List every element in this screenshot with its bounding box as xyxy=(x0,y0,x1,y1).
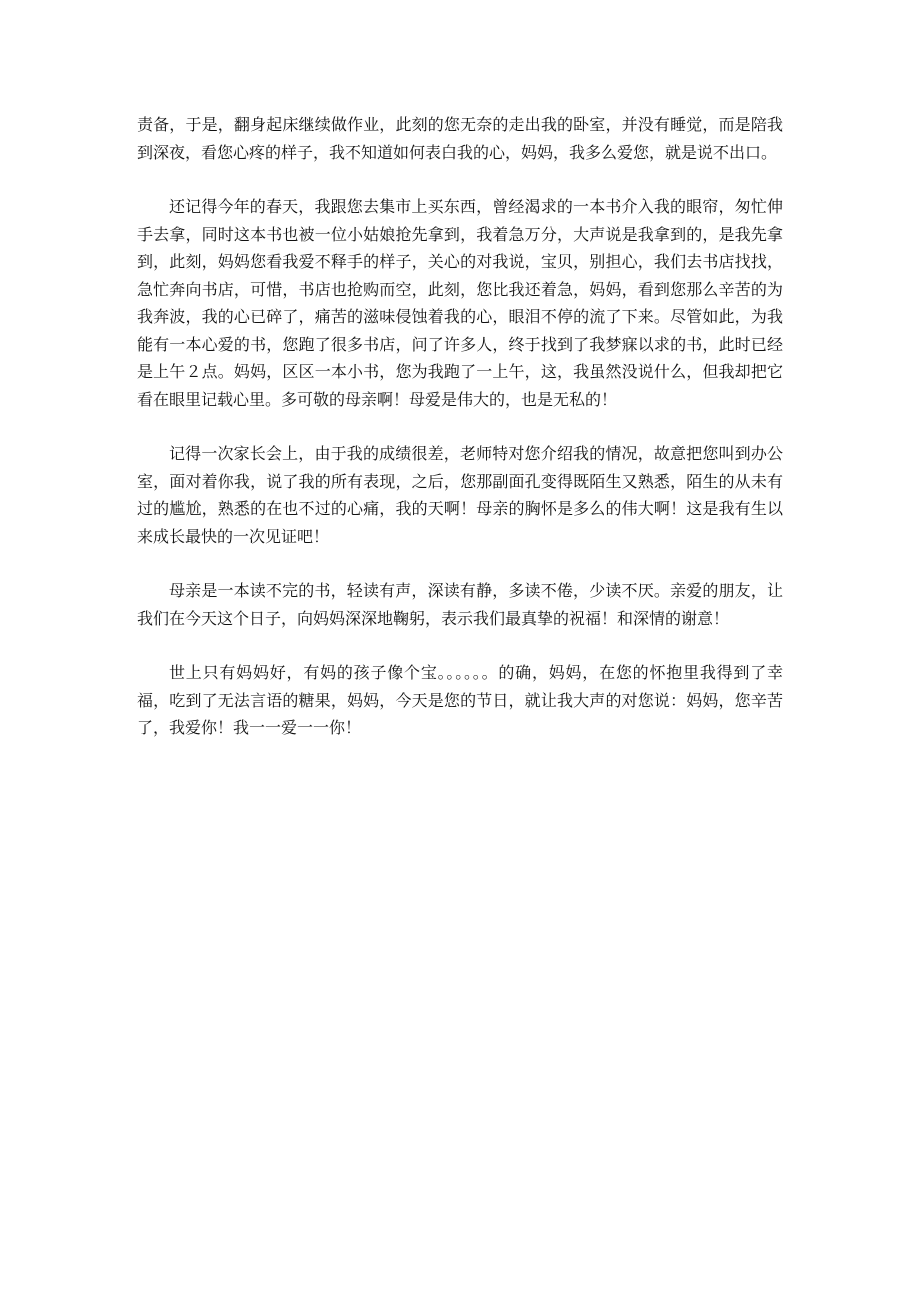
paragraph-1: 责备，于是，翻身起床继续做作业，此刻的您无奈的走出我的卧室，并没有睡觉，而是陪我到深夜，看您心疼的样子，我不知道如何表白我的心，妈妈，我多么爱您，就是说不出口。 xyxy=(137,115,783,162)
paragraph-4: 母亲是一本读不完的书，轻读有声，深读有静，多读不倦，少读不厌。亲爱的朋友，让我们在今天这个日子，向妈妈深深地鞠躬，表示我们最真挚的祝福！和深情的谢意！ xyxy=(137,581,783,628)
paragraph-3: 记得一次家长会上，由于我的成绩很差，老师特对您介绍我的情况，故意把您叫到办公室，面对着你我，说了我的所有表现，之后，您那副面孔变得既陌生又熟悉，陌生的从未有过的尴尬，熟悉的在也不过的心痛，我的天啊！母亲的胸怀是多么的伟大啊！这是我有生以来成长最快的一次见证吧！ xyxy=(137,444,783,546)
document-body xyxy=(137,111,783,742)
paragraph-5: 世上只有妈妈好，有妈的孩子像个宝。。。。。。的确，妈妈，在您的怀抱里我得到了幸福，吃到了无法言语的糖果，妈妈，今天是您的节日，就让我大声的对您说：妈妈，您辛苦了，我爱你！我一一爱一一你！ xyxy=(137,663,783,737)
paragraph-2: 还记得今年的春天，我跟您去集市上买东西，曾经渴求的一本书介入我的眼帘，匆忙伸手去拿，同时这本书也被一位小姑娘抢先拿到，我着急万分，大声说是我拿到的，是我先拿到，此刻，妈妈您看我爱不释手的样子，关心的对我说，宝贝，别担心，我们去书店找找，急忙奔向书店，可惜，书店也抢购而空，此刻，您比我还着急，妈妈，看到您那么辛苦的为我奔波，我的心已碎了，痛苦的滋味侵蚀着我的心，眼泪不停的流了下来。尽管如此，为我能有一本心爱的书，您跑了很多书店，问了许多人，终于找到了我梦寐以求的书，此时已经是上午２点。妈妈，区区一本小书，您为我跑了一上午，这，我虽然没说什么，但我却把它看在眼里记载心里。多可敬的母亲啊！母爱是伟大的，也是无私的！ xyxy=(137,197,783,409)
